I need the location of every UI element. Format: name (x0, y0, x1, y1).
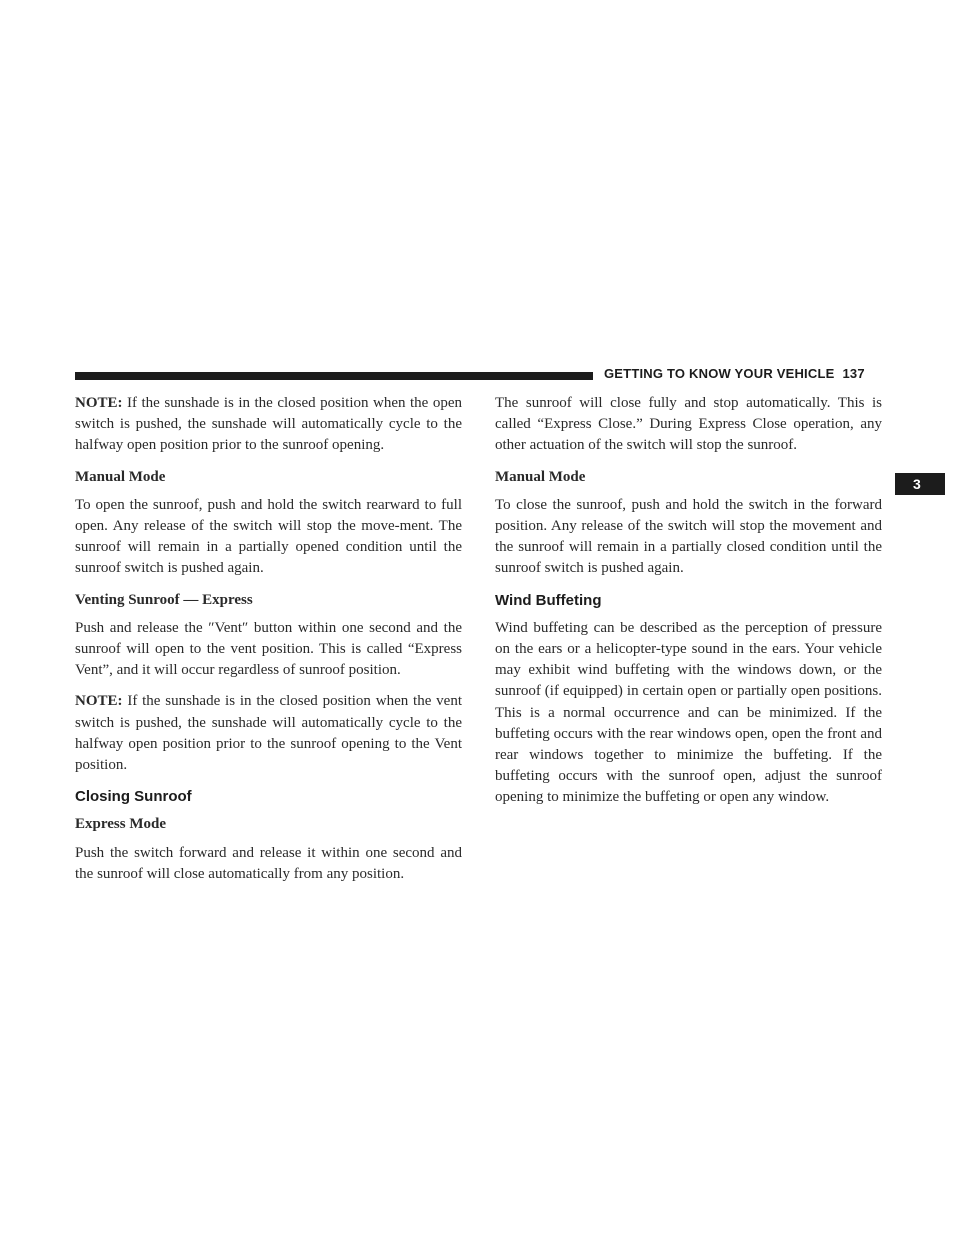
express-close-paragraph: The sunroof will close fully and stop automatically. This is called “Express Close.” During Express Close operation, any other actuation of the switch will stop the sunroof. (495, 395, 882, 454)
note-paragraph (75, 393, 462, 457)
note-label: NOTE: (75, 395, 123, 411)
express-mode-paragraph: Push the switch forward and release it within one second and the sunroof will close automatically from any position. (75, 844, 462, 882)
right-column (495, 393, 882, 819)
wind-buffeting-heading: Wind Buffeting (495, 591, 602, 609)
note-text: If the sunshade is in the closed position when the open switch is pushed, the sunshade will automatically cycle to the halfway open position prior to the sunroof opening. (75, 395, 462, 454)
note-paragraph (75, 691, 462, 776)
express-mode-heading: Express Mode (75, 816, 166, 833)
venting-sunroof-heading: Venting Sunroof — Express (75, 591, 253, 608)
left-column (75, 393, 462, 895)
running-header (604, 366, 865, 381)
page-number: 137 (842, 366, 865, 381)
section-tab: 3 (895, 473, 945, 495)
manual-mode-heading: Manual Mode (75, 468, 166, 485)
venting-paragraph: Push and release the ″Vent″ button within one second and the sunroof will open to the vent position. This is called “Express Vent”, and it will occur regardless of sunroof position. (75, 619, 462, 679)
manual-mode-paragraph: To close the sunroof, push and hold the switch in the forward position. Any release of the switch will stop the movement and the sunroof will remain in a partially closed condition until the sunroof switch is pushed again. (495, 496, 882, 577)
header-rule (75, 372, 593, 380)
note-label: NOTE: (75, 693, 123, 710)
wind-buffeting-paragraph: Wind buffeting can be described as the perception of pressure on the ears or a helicopter-type sound in the ears. Your vehicle may exhibit wind buffeting with the windows down, or the sunroof (if equipped) in certain open or partially open positions. This is a normal occurrence and can be minimized. If the buffeting occurs with the rear windows open, open the front and rear windows together to minimize the buffeting. If the buffeting occurs with the sunroof open, adjust the sunroof opening to minimize the buffeting or open any window. (495, 619, 882, 806)
manual-mode-paragraph: To open the sunroof, push and hold the switch rearward to full open. Any release of the switch will stop the move-ment. The sunroof will remain in a partially opened condition until the sunroof switch is pushed again. (75, 496, 462, 577)
chapter-title: GETTING TO KNOW YOUR VEHICLE (604, 366, 835, 381)
closing-sunroof-heading: Closing Sunroof (75, 788, 192, 806)
note-text: If the sunshade is in the closed position when the vent switch is pushed, the sunshade will automatically cycle to the halfway open position prior to the sunroof opening to the Vent position. (75, 693, 462, 774)
manual-mode-heading: Manual Mode (495, 468, 586, 485)
